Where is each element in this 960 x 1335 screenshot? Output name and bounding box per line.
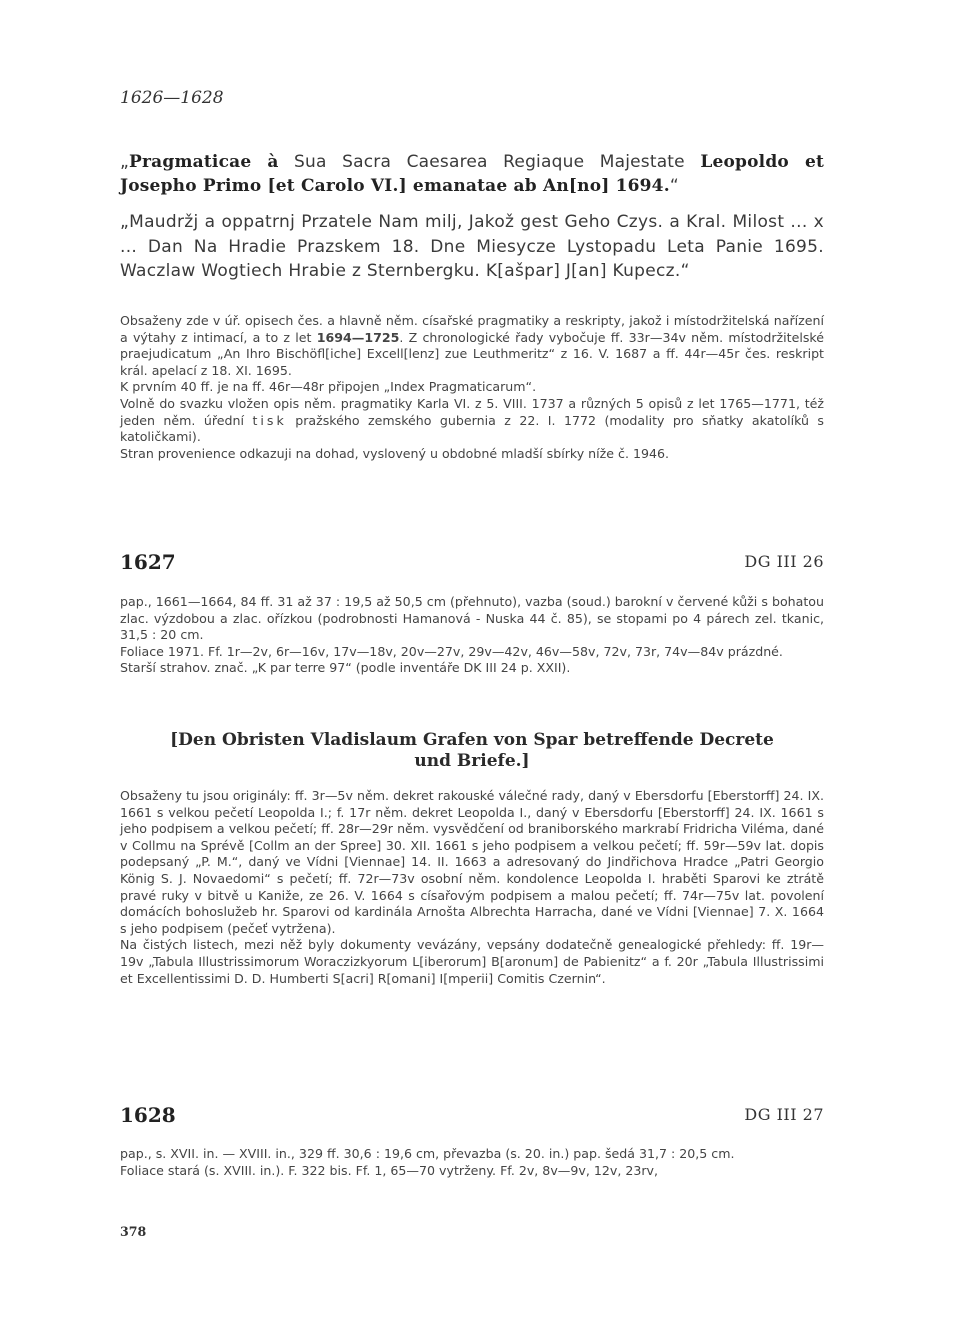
originals-paragraph: Obsaženy tu jsou originály: ff. 3r—5v něm. dekret rakouské válečné rady, daný v Ebersdorfu [Eberstorff] 24. IX. 1661 s velkou pečetí Leopolda I.; f. 17r něm. dekret Leopolda I., daný v Ebersdorfu [Eberstorff] 24. IX. 1661 s jeho podpisem a velkou pečetí; ff. 28r—29r něm. vysvědčení od braniborského markrabí Fridricha Viléma, dané v Collmu na Sprévě [Collm an der Spree] 30. XII. 1661 s jeho podpisem a velkou pečetí; ff. 59r—59v lat. dopis podepsaný „P. M.“, daný ve Vídni [Viennae] 14. II. 1663 a adresovaný do Jindřichova Hradce „Patri Georgio König S. J. Novaedomi“ s pečetí; ff. 72r—73v osobní něm. kondolence Leopolda I. hraběti Sparovi ke ztrátě pravé ruky v bitvě u Kaniže, ze 26. V. 1664 s císařovým podpisem a malou pečetí; ff. 74r—75v lat. povolení domácích bohoslužeb hr. Sparovi od kardinála Arnošta Albrechta Harracha, dané ve Vídni [Viennae] 7. X. 1664 s jeho podpisem (pečeť vytržena).	[120, 788, 824, 936]
document-title-line-1: [Den Obristen Vladislaum Grafen von Spar betreffende Decrete	[170, 730, 774, 750]
entry-1627-header	[120, 550, 824, 580]
old-signature-paragraph: Starší strahov. znač. „K par terre 97“ (podle inventáře DK III 24 p. XXII).	[120, 660, 571, 676]
entry-1628-description	[120, 1146, 824, 1179]
title-part-1: Pragmaticae à	[129, 152, 279, 172]
page-number: 378	[120, 1224, 147, 1239]
contents-paragraph	[120, 313, 824, 379]
document-title	[120, 730, 824, 772]
document-title-line-2: und Briefe.]	[414, 751, 530, 771]
provenance-paragraph: Stran provenience odkazuji na dohad, vyslovený u obdobné mladší sbírky níže č. 1946.	[120, 445, 670, 461]
shelf-signature: DG III 27	[744, 1105, 824, 1124]
date-range-bold: 1694—1725	[316, 329, 400, 345]
entry-1627-contents	[120, 788, 824, 987]
running-head: 1626—1628	[120, 88, 224, 108]
title-close-quote: “	[669, 176, 679, 196]
shelf-signature: DG III 26	[744, 552, 824, 571]
inserts-paragraph	[120, 396, 824, 446]
text-run: pražského zemského gubernia z 22. I. 1772 (modality pro sňatky akatolíků s katoličkami).	[120, 412, 824, 445]
genealogy-paragraph: Na čistých listech, mezi něž byly dokumenty vevázány, vepsány dodatečně genealogické přehledy: ff. 19r—19v „Tabula Illustrissimorum Woraczizkyorum L[iberorum] B[aronum] de Pabienitz“ a f. 20r „Tabula Illustrissimi et Excellentissimi D. D. Humberti S[acri] R[omani] I[mperii] Comitis Czernin“.	[120, 937, 824, 986]
text-run: . Z chronologické řady vybočuje ff. 33r—34v něm. místodržitelské praejudicatum „An Ihro Bischöfl[iche] Excell[lenz] zue Leuthmeritz“ z 16. V. 1687 a ff. 44r—45r čes. reskript král. apelací z 18. XI. 1695.	[120, 329, 824, 378]
entry-1628-header	[120, 1103, 824, 1133]
entry-1626-description	[120, 313, 824, 462]
entry-number: 1627	[120, 550, 176, 574]
quoted-incipit: „Maudržj a oppatrnj Przatele Nam milj, Jakož gest Geho Czys. a Kral. Milost ... x ... Dan Na Hradie Prazskem 18. Dne Miesycze Lystopadu Leta Panie 1695. Waczlaw Wogtiech Hrabie z Sternbergku. K[ašpar] J[an] Kupecz.“	[120, 212, 824, 281]
title-part-3: Leopoldo et Josepho Primo [et Carolo VI.] emanatae ab An[no] 1694.	[120, 152, 825, 196]
entry-1627-physical-description	[120, 594, 824, 677]
title-part-2: Sua Sacra Caesarea Regiaque Majestate	[278, 152, 701, 172]
text-run: Volně do svazku vložen opis něm. pragmatiky Karla VI. z 5. VIII. 1737 a různých 5 opisů z let 1765—1771, též jeden něm. úřední	[120, 395, 824, 428]
text-run: Obsaženy zde v úř. opisech čes. a hlavně něm. císařské pragmatiky a reskripty, jakož i místodržitelská nařízení a výtahy z intimací, a to z let	[120, 313, 824, 345]
collection-title	[120, 150, 824, 198]
index-paragraph: K prvním 40 ff. je na ff. 46r—48r připojen „Index Pragmaticarum“.	[120, 379, 537, 395]
foliation-paragraph: Foliace 1971. Ff. 1r—2v, 6r—16v, 17v—18v, 20v—27v, 29v—42v, 46v—58v, 72v, 73r, 74v—84v prázdné.	[120, 643, 783, 659]
foliation-paragraph: Foliace stará (s. XVIII. in.). F. 322 bis. Ff. 1, 65—70 vytrženy. Ff. 2v, 8v—9v, 12v, 23rv,	[120, 1162, 658, 1178]
entry-number: 1628	[120, 1103, 176, 1127]
spaced-word: tisk	[252, 412, 287, 428]
title-open-quote: „	[120, 152, 130, 172]
material-paragraph: pap., s. XVII. in. — XVIII. in., 329 ff. 30,6 : 19,6 cm, převazba (s. 20. in.) pap. šedá 31,7 : 20,5 cm.	[120, 1146, 735, 1161]
material-paragraph: pap., 1661—1664, 84 ff. 31 až 37 : 19,5 až 50,5 cm (přehnuto), vazba (soud.) barokní v červené kůži s bohatou zlac. výzdobou a zlac. ořízkou (podrobnosti Hamanová - Nuska 44 č. 85), se stopami po 4 párech zel. tkanic, 31,5 : 20 cm.	[120, 594, 824, 643]
